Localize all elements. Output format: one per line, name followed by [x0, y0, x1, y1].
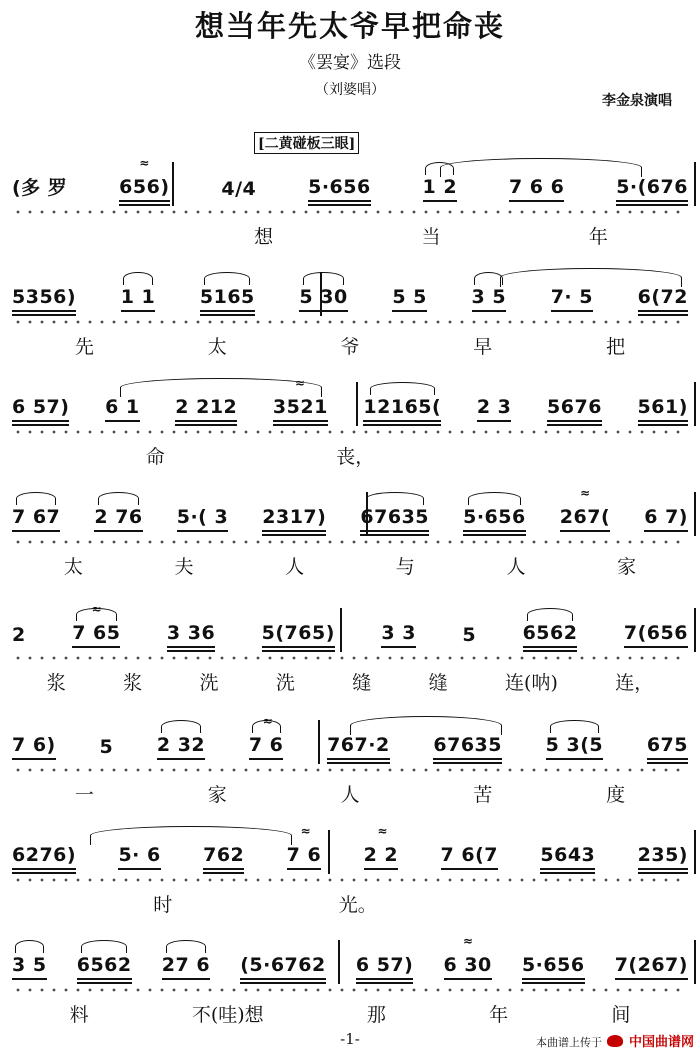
- note-group: 2 2 ≈: [364, 844, 399, 870]
- note-group: 267( ≈: [560, 506, 610, 532]
- lyric-char: 夫: [174, 556, 194, 578]
- lyric-char: 一: [74, 784, 94, 806]
- lyric-char: 洗: [199, 672, 219, 694]
- note-group: (多 罗: [12, 177, 68, 199]
- note-group: 27 6: [162, 954, 210, 980]
- bar-line: [366, 492, 368, 536]
- lyric-char: 连(呐): [505, 672, 558, 694]
- slur: [370, 382, 435, 395]
- lyric-char: 人: [506, 556, 526, 578]
- note-group: 5·656: [463, 506, 526, 532]
- upload-note-text: 本曲谱上传于: [535, 1036, 602, 1049]
- tremolo-mark: ≈: [294, 376, 306, 390]
- tremolo-mark: ≈: [462, 934, 474, 948]
- lyrics-line: [18, 552, 682, 580]
- lyric-char: 想: [254, 226, 274, 248]
- note-group: 6(72: [638, 286, 688, 312]
- note-group: 6 57): [12, 396, 69, 422]
- lyric-char: 爷: [340, 336, 360, 358]
- tremolo-mark: ≈: [91, 602, 103, 616]
- note-group: 6562: [523, 622, 578, 648]
- lyric-char: 那: [366, 1004, 386, 1026]
- octave-dots: [12, 656, 688, 660]
- lyric-char: 光。: [338, 894, 377, 916]
- lyric-char: 当: [421, 226, 441, 248]
- note-group: 7 6): [12, 734, 56, 760]
- note-group: (5·6762: [240, 954, 326, 980]
- lyrics-line: [180, 222, 682, 250]
- slur: [366, 492, 424, 505]
- lyric-char: 浆: [123, 672, 143, 694]
- lyrics-line: [18, 668, 682, 696]
- notation-line: [12, 934, 688, 980]
- note-group: 5643: [540, 844, 595, 870]
- lyric-char: 洗: [275, 672, 295, 694]
- note-group: 3 3: [381, 622, 416, 648]
- octave-dots: [12, 540, 688, 544]
- note-group: 6 30 ≈: [444, 954, 492, 980]
- note-group: 67635: [433, 734, 502, 760]
- notation-line: [12, 286, 688, 312]
- slur: [204, 272, 250, 285]
- note-group: 5·656: [308, 176, 371, 202]
- lyric-char: 与: [395, 556, 415, 578]
- lyric-char: 命: [145, 446, 165, 468]
- note-group: 3 5: [472, 286, 507, 312]
- score-line: [0, 248, 700, 368]
- lyric-char: 连，: [615, 672, 654, 694]
- note-group: 7· 5: [551, 286, 593, 312]
- page-number: -1-: [340, 1030, 360, 1048]
- site-logo-icon: [607, 1035, 623, 1047]
- lyric-char: 早: [473, 336, 493, 358]
- note-group: 767·2: [327, 734, 390, 760]
- lyric-char: 度: [606, 784, 626, 806]
- score-line: [0, 806, 700, 926]
- note-group: 5 30: [299, 286, 347, 312]
- note-group: 2317): [262, 506, 326, 532]
- lyrics-line: [70, 890, 460, 918]
- lyric-char: 先: [74, 336, 94, 358]
- note-group: 656) ≈: [119, 176, 169, 202]
- lyric-char: 间: [611, 1004, 631, 1026]
- note-group: 235): [638, 844, 688, 870]
- slur: [166, 940, 207, 953]
- note-group: 1 2: [423, 176, 458, 202]
- lyric-char: 家: [207, 784, 227, 806]
- octave-dots: [12, 210, 688, 214]
- mode-marking: [二黄碰板三眼]: [254, 132, 359, 154]
- bar-line: [338, 940, 340, 984]
- phrase-slur: [350, 716, 502, 735]
- octave-dots: [12, 988, 688, 992]
- upload-note: [536, 1031, 694, 1050]
- note-group: 5 5: [392, 286, 427, 312]
- note-group: 5 3(5: [546, 734, 603, 760]
- lyric-char: 缝: [428, 672, 448, 694]
- tremolo-mark: ≈: [377, 824, 388, 838]
- phrase-slur: [120, 378, 322, 397]
- note-group: 2: [12, 624, 26, 646]
- note-group: 2 3: [477, 396, 512, 422]
- note-group: 3 36: [167, 622, 215, 648]
- note-group: 7 65 ≈: [72, 622, 120, 648]
- notation-line: [12, 156, 688, 202]
- slur: [123, 272, 152, 285]
- score-line: [0, 696, 700, 816]
- lyrics-line: [18, 1000, 682, 1028]
- bar-line: [694, 382, 696, 426]
- note-group: 7(656: [624, 622, 688, 648]
- phrase-slur: [90, 826, 292, 845]
- slur: [81, 940, 127, 953]
- phrase-slur: [440, 158, 642, 177]
- time-signature: 4/4: [221, 178, 257, 200]
- note-group: 561): [638, 396, 688, 422]
- octave-dots: [12, 320, 688, 324]
- note-group: 6 7): [644, 506, 688, 532]
- slur: [98, 492, 139, 505]
- slur: [527, 608, 573, 621]
- slur: [474, 272, 503, 285]
- note-group: 5: [99, 736, 114, 758]
- note-group: 5·( 3: [177, 506, 228, 532]
- score-line: [0, 584, 700, 704]
- note-group: 7(267): [615, 954, 688, 980]
- lyrics-line: [18, 332, 682, 360]
- note-group: 7 6(7: [441, 844, 498, 870]
- lyric-char: 家: [617, 556, 637, 578]
- note-group: 5: [462, 624, 477, 646]
- lyric-char: 苦: [473, 784, 493, 806]
- slur: [16, 492, 57, 505]
- note-group: 5356): [12, 286, 76, 312]
- lyric-char: 不(哇)想: [191, 1004, 264, 1026]
- slur: [303, 272, 344, 285]
- lyric-char: 太: [207, 336, 227, 358]
- lyric-char: 料: [69, 1004, 89, 1026]
- lyric-char: 年: [588, 226, 608, 248]
- lyric-char: 缝: [352, 672, 372, 694]
- score-title: 想当年先太爷早把命丧: [194, 9, 505, 43]
- bar-line: [694, 830, 696, 874]
- note-group: 5·(676: [616, 176, 688, 202]
- tremolo-mark: ≈: [300, 824, 312, 838]
- note-group: 3 5: [12, 954, 47, 980]
- score-line: [0, 468, 700, 588]
- score-line: [0, 916, 700, 1036]
- note-group: 2 32: [157, 734, 205, 760]
- tremolo-mark: ≈: [579, 486, 591, 500]
- performer-credit: 李金泉演唱: [602, 93, 672, 109]
- score-line: [0, 358, 700, 478]
- note-group: 7 67: [12, 506, 60, 532]
- note-group: 67635: [360, 506, 429, 532]
- lyric-char: 把: [606, 336, 626, 358]
- note-group: 762: [203, 844, 244, 870]
- notation-line: [12, 486, 688, 532]
- bar-line: [172, 162, 174, 206]
- notation-line: [12, 602, 688, 648]
- note-group: 2 76: [94, 506, 142, 532]
- lyrics-line: [18, 780, 682, 808]
- octave-dots: [12, 878, 688, 882]
- notation-line: [12, 824, 688, 870]
- bar-line: [694, 940, 696, 984]
- note-group: 5676: [547, 396, 602, 422]
- site-name: 中国曲谱网: [628, 1035, 694, 1050]
- note-group: 12165(: [363, 396, 441, 422]
- bar-line: [328, 830, 330, 874]
- notation-line: [12, 376, 688, 422]
- octave-dots: [12, 768, 688, 772]
- bar-line: [318, 720, 320, 764]
- lyric-char: 浆: [46, 672, 66, 694]
- lyric-char: 太: [63, 556, 83, 578]
- note-group: 6 1: [105, 396, 140, 422]
- note-group: 675: [647, 734, 688, 760]
- octave-dots: [12, 430, 688, 434]
- score-line: [0, 138, 700, 258]
- note-group: 2 212: [175, 396, 237, 422]
- slur: [468, 492, 521, 505]
- role-note: （刘婆唱）: [315, 82, 385, 98]
- bar-line: [694, 162, 696, 206]
- bar-line: [694, 608, 696, 652]
- bar-line: [340, 608, 342, 652]
- lyric-char: 丧，: [336, 446, 375, 468]
- note-group: 1 1: [121, 286, 156, 312]
- lyric-char: 人: [340, 784, 360, 806]
- notation-line: [12, 714, 688, 760]
- phrase-slur: [500, 268, 682, 287]
- bar-line: [356, 382, 358, 426]
- lyric-char: 年: [489, 1004, 509, 1026]
- note-group: 5165: [200, 286, 255, 312]
- bar-line: [694, 492, 696, 536]
- tremolo-mark: ≈: [139, 156, 150, 170]
- note-group: 7 6 6: [509, 176, 564, 202]
- note-group: 5· 6: [118, 844, 160, 870]
- slur: [425, 162, 454, 175]
- bar-line: [320, 272, 322, 316]
- note-group: 3521 ≈: [273, 396, 328, 422]
- slur: [550, 720, 598, 733]
- note-group: 5·656: [522, 954, 585, 980]
- note-group: 6276): [12, 844, 76, 870]
- lyric-char: 时: [153, 894, 173, 916]
- tremolo-mark: ≈: [262, 714, 274, 728]
- slur: [15, 940, 44, 953]
- lyric-char: 人: [285, 556, 305, 578]
- note-group: 5(765): [262, 622, 335, 648]
- note-group: 6 57): [356, 954, 413, 980]
- score-subtitle: 《罢宴》选段: [299, 53, 401, 73]
- note-group: 6562: [77, 954, 132, 980]
- note-group: 7 6 ≈: [287, 844, 322, 870]
- lyrics-line: [60, 442, 460, 470]
- note-group: 7 6 ≈: [249, 734, 284, 760]
- slur: [161, 720, 202, 733]
